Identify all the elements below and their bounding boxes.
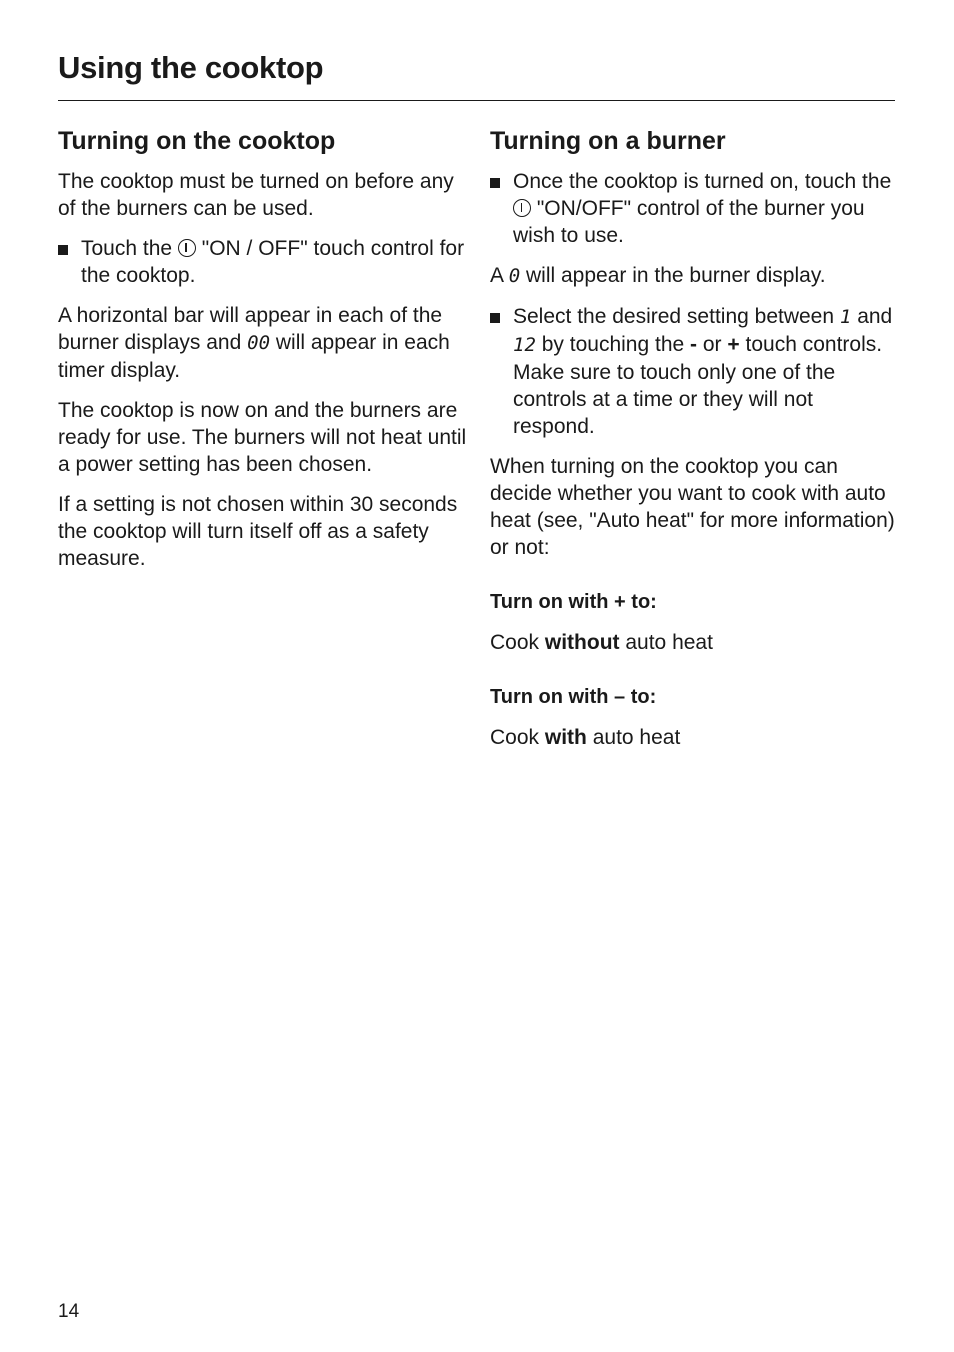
bullet-item: [58, 235, 468, 289]
text: Touch the: [81, 237, 173, 260]
text: touch controls.: [745, 333, 883, 356]
power-on-off-icon: [178, 239, 196, 257]
section-heading-turning-on-cooktop: Turning on the cooktop: [58, 127, 336, 155]
emphasis: with: [544, 726, 587, 749]
paragraph: [490, 724, 900, 751]
text: Cook: [490, 726, 540, 749]
square-bullet-icon: [58, 245, 68, 255]
text: auto heat: [592, 726, 681, 749]
display-digits: 0: [508, 265, 521, 287]
text: A: [490, 264, 503, 287]
bullet-item: [490, 168, 900, 249]
plus-symbol: +: [727, 333, 740, 356]
text: A horizontal bar will appear in each of the burner displays and: [58, 304, 443, 354]
header-divider: [58, 100, 895, 101]
paragraph: The cooktop is now on and the burners are ready for use. The burners will not heat until a power setting has been chosen.: [58, 399, 467, 476]
bullet-item: [490, 303, 900, 440]
paragraph: [490, 629, 900, 656]
text: will appear in each timer display.: [58, 331, 450, 382]
paragraph: [58, 302, 468, 384]
display-digits: 00: [247, 332, 271, 354]
display-digits: 12: [513, 334, 536, 356]
paragraph: [490, 262, 900, 290]
display-digits: 1: [839, 306, 852, 328]
text: or: [702, 333, 722, 356]
text: "ON / OFF" touch control for the cooktop.: [81, 237, 465, 287]
page-title: Using the cooktop: [58, 50, 324, 85]
paragraph: When turning on the cooktop you can decide whether you want to cook with auto heat (see, "Auto heat" for more information) or not:: [490, 455, 895, 559]
paragraph: The cooktop must be turned on before any of the burners can be used.: [58, 170, 454, 220]
text: Cook: [490, 631, 540, 654]
subheading-turn-on-plus: Turn on with + to:: [490, 591, 657, 613]
square-bullet-icon: [490, 313, 500, 323]
text: Select the desired setting between: [513, 305, 835, 328]
section-heading-turning-on-burner: Turning on a burner: [490, 127, 726, 155]
paragraph: If a setting is not chosen within 30 seconds the cooktop will turn itself off as a safety measure.: [58, 493, 458, 570]
text: will appear in the burner display.: [526, 264, 826, 287]
text: auto heat: [625, 631, 713, 654]
text: Once the cooktop is turned on, touch the: [513, 170, 892, 193]
emphasis: without: [544, 631, 620, 654]
text: by touching the: [541, 333, 685, 356]
text: and: [857, 305, 893, 328]
subheading-turn-on-minus: Turn on with – to:: [490, 686, 657, 708]
minus-symbol: -: [690, 333, 698, 356]
square-bullet-icon: [490, 178, 500, 188]
right-column: [490, 125, 900, 764]
left-column: [58, 125, 468, 585]
power-on-off-icon: [513, 199, 531, 217]
text: Make sure to touch only one of the controls at a time or they will not respond.: [513, 361, 836, 438]
page-number: 14: [58, 1301, 80, 1322]
text: "ON/OFF" control of the burner you wish to use.: [513, 197, 865, 247]
